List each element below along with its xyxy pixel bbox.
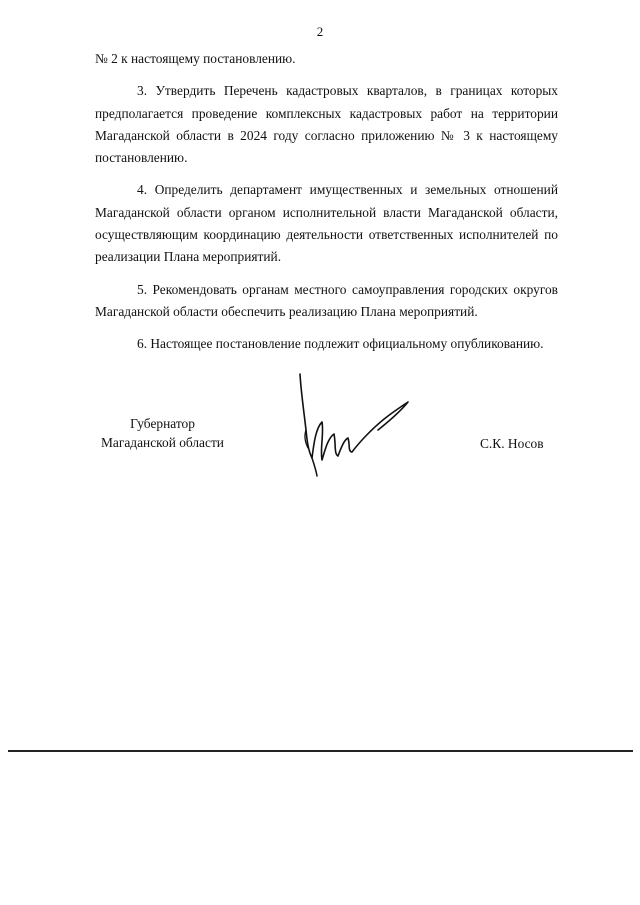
signature-block xyxy=(0,410,640,530)
paragraph-4: 4. Определить департамент имущественных и земельных отношений Магаданской области органом исполнительной власти Магаданской области, осуществляющим координацию деятельности ответственных исполнителей по реализации Плана мероприятий. xyxy=(95,182,558,265)
bottom-divider xyxy=(8,750,633,752)
paragraph-1: № 2 к настоящему постановлению. xyxy=(95,51,296,66)
signatory-title-line1: Губернатор xyxy=(130,416,195,431)
paragraph-5: 5. Рекомендовать органам местного самоуправления городских округов Магаданской области обеспечить реализацию Плана мероприятий. xyxy=(95,281,558,319)
handwritten-signature xyxy=(292,372,442,492)
page-number: 2 xyxy=(316,24,324,39)
signatory-title-line2: Магаданской области xyxy=(101,435,224,450)
paragraph-6: 6. Настоящее постановление подлежит официальному опубликованию. xyxy=(137,336,544,352)
paragraph-3: 3. Утвердить Перечень кадастровых кварталов, в границах которых предполагается проведение комплексных кадастровых работ на территории Магаданской области в 2024 году согласно приложению № 3 к настоящему постановлению. xyxy=(95,83,558,166)
signatory-name: С.К. Носов xyxy=(480,436,544,451)
document-body xyxy=(95,48,558,366)
signatory-title xyxy=(90,414,235,452)
